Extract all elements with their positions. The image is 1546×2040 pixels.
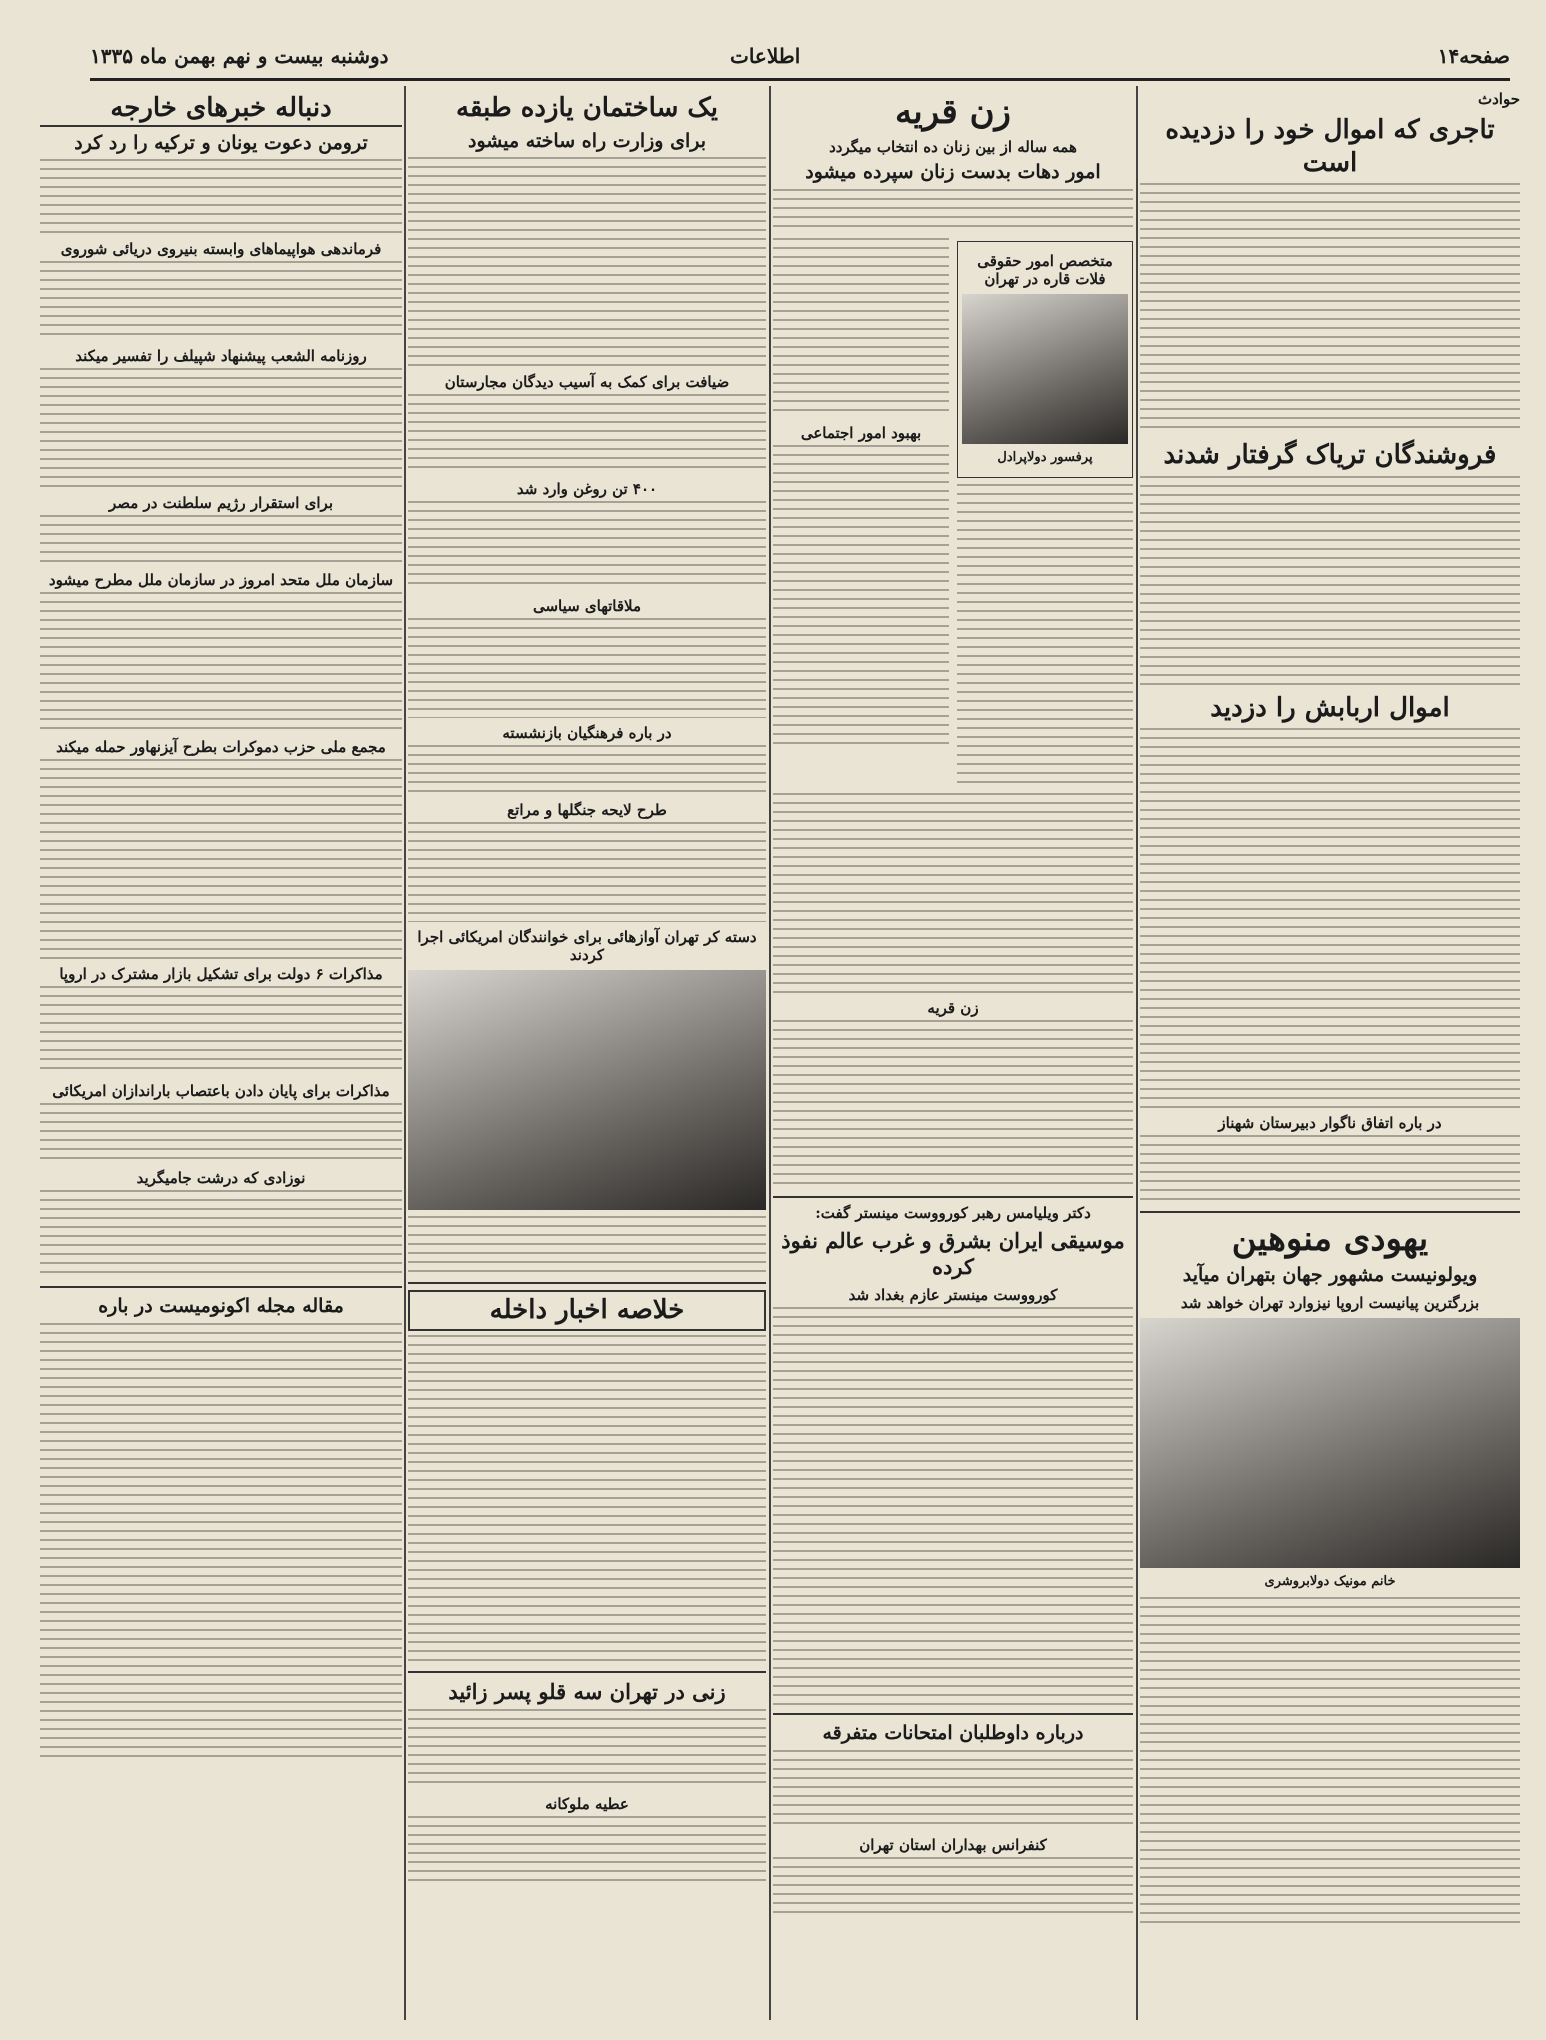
photo-caption: پرفسور دولاپرادل bbox=[997, 449, 1093, 465]
section-title: خلاصه اخبار داخله bbox=[408, 1290, 766, 1331]
paper-name: اطلاعات bbox=[730, 44, 801, 68]
kicker: دکتر ویلیامس رهبر کورووست مینستر گفت: bbox=[815, 1203, 1091, 1222]
subheadline: کورووست مینستر عازم بغداد شد bbox=[848, 1286, 1058, 1305]
article-body bbox=[957, 484, 1133, 784]
subheadline: ضیافت برای کمک به آسیب دیدگان مجارستان bbox=[444, 373, 730, 392]
subheadline: عطیه ملوکانه bbox=[545, 1794, 629, 1813]
article-body bbox=[773, 238, 949, 418]
sidebar-box bbox=[957, 235, 1133, 790]
feature-title: یهودی منوهین bbox=[1231, 1219, 1429, 1259]
article-body bbox=[773, 1750, 1133, 1830]
feature-deck: بزرگترین پیانیست اروپا نیزوارد تهران خواهد شد bbox=[1180, 1293, 1480, 1312]
article-body bbox=[773, 445, 949, 745]
pianist-photo bbox=[1140, 1318, 1520, 1568]
article-body bbox=[40, 1323, 402, 1763]
column-rule bbox=[769, 86, 771, 2020]
subheadline: سازمان ملل متحد امروز در سازمان ملل مطرح میشود bbox=[48, 571, 394, 590]
deck: برای وزارت راه ساخته میشود bbox=[468, 129, 706, 152]
subheadline: نوزادی که درشت جامیگرید bbox=[136, 1169, 306, 1188]
headline: ترومن دعوت یونان و ترکیه را رد کرد bbox=[74, 131, 368, 154]
headline: موسیقی ایران بشرق و غرب عالم نفوذ کرده bbox=[781, 1227, 1125, 1279]
main-text bbox=[773, 235, 949, 790]
article-body bbox=[40, 592, 402, 732]
subheadline: روزنامه الشعب پیشنهاد شپیلف را تفسیر میکند bbox=[75, 347, 367, 366]
article-body bbox=[40, 1103, 402, 1163]
column-village-women bbox=[773, 86, 1133, 2020]
article-body bbox=[773, 793, 1133, 993]
article-body bbox=[408, 618, 766, 718]
divider bbox=[40, 1286, 402, 1288]
article-body bbox=[40, 368, 402, 488]
article-body bbox=[408, 745, 766, 795]
article-body bbox=[40, 1190, 402, 1280]
section-title: دنباله خبرهای خارجه bbox=[40, 92, 402, 127]
photo-box bbox=[957, 241, 1133, 478]
article-body bbox=[40, 986, 402, 1076]
article-body bbox=[1140, 476, 1520, 686]
issue-date: دوشنبه بیست و نهم بهمن ماه ۱۳۳۵ bbox=[90, 44, 389, 68]
article-body bbox=[408, 822, 766, 922]
divider bbox=[773, 1196, 1133, 1198]
divider bbox=[408, 1282, 766, 1284]
subheadline: کنفرانس بهداران استان تهران bbox=[859, 1835, 1047, 1854]
article-body bbox=[1140, 728, 1520, 1108]
subheadline: طرح لایحه جنگلها و مراتع bbox=[507, 801, 667, 820]
choir-photo bbox=[408, 970, 766, 1210]
article-body bbox=[40, 759, 402, 959]
article-body bbox=[408, 501, 766, 591]
masthead bbox=[90, 38, 1510, 81]
subheadline: زن قریه bbox=[927, 998, 979, 1017]
article-body bbox=[773, 1020, 1133, 1190]
article-body bbox=[773, 1307, 1133, 1707]
professor-photo bbox=[962, 294, 1128, 444]
headline: اموال اربابش را دزدید bbox=[1210, 692, 1450, 723]
deck: همه ساله از بین زنان ده انتخاب میگردد bbox=[829, 138, 1077, 156]
column-incidents bbox=[1140, 86, 1520, 2020]
subheadline: در باره فرهنگیان بازنشسته bbox=[502, 724, 672, 743]
page-number: صفحه۱۴ bbox=[1437, 44, 1510, 68]
article-body bbox=[408, 157, 766, 367]
photo-title: متخصص امور حقوقی فلات قاره در تهران bbox=[977, 251, 1113, 288]
divider bbox=[1140, 1211, 1520, 1213]
photo-caption: خانم مونیک دولابروشری bbox=[1264, 1573, 1396, 1589]
section-kicker: حوادث bbox=[1478, 90, 1520, 108]
headline: زنی در تهران سه قلو پسر زائید bbox=[448, 1678, 726, 1704]
headline: مقاله مجله اکونومیست در باره bbox=[98, 1295, 344, 1318]
article-body bbox=[40, 515, 402, 565]
subheadline: بهبود امور اجتماعی bbox=[800, 423, 922, 442]
deck: امور دهات بدست زنان سپرده میشود bbox=[805, 161, 1101, 183]
headline: فروشندگان تریاک گرفتار شدند bbox=[1163, 440, 1497, 470]
subheadline: ۴۰۰ تن روغن وارد شد bbox=[516, 480, 658, 499]
subheadline: مذاکرات ۶ دولت برای تشکیل بازار مشترک در اروپا bbox=[59, 965, 383, 984]
subheadline: برای استقرار رژیم سلطنت در مصر bbox=[109, 494, 333, 513]
feature-subtitle: ویولونیست مشهور جهان بتهران میآید bbox=[1182, 1264, 1478, 1286]
article-row bbox=[773, 235, 1133, 790]
column-foreign-news bbox=[40, 86, 402, 2020]
article-body bbox=[1140, 1597, 1520, 1927]
column-domestic bbox=[408, 86, 766, 2020]
article-body bbox=[1140, 183, 1520, 433]
divider bbox=[408, 1671, 766, 1673]
headline: تاجری که اموال خود را دزدیده است bbox=[1165, 115, 1495, 178]
column-rule bbox=[1136, 86, 1138, 2020]
photo-caption-text bbox=[408, 1216, 766, 1276]
subheadline: فرماندهی هواپیماهای وابسته بنیروی دریائی شوروی bbox=[60, 240, 382, 259]
headline: درباره داوطلبان امتحانات متفرقه bbox=[822, 1722, 1084, 1745]
article-body bbox=[40, 261, 402, 341]
article-body bbox=[773, 189, 1133, 229]
subheadline: ملاقاتهای سیاسی bbox=[532, 597, 642, 616]
article-body bbox=[408, 1709, 766, 1789]
article-body bbox=[773, 1857, 1133, 1917]
column-rule bbox=[404, 86, 406, 2020]
article-body bbox=[408, 1816, 766, 1886]
article-body bbox=[40, 159, 402, 234]
subheadline: در باره اتفاق ناگوار دبیرستان شهناز bbox=[1218, 1114, 1442, 1132]
headline: یک ساختمان یازده طبقه bbox=[456, 93, 718, 123]
headline: زن قریه bbox=[895, 92, 1011, 132]
subheadline: مجمع ملی حزب دموکرات بطرح آیزنهاور حمله میکند bbox=[56, 738, 386, 757]
article-body bbox=[408, 1335, 766, 1665]
photo-title: دسته کر تهران آوازهائی برای خوانندگان امریکائی اجرا کردند bbox=[417, 928, 757, 965]
article-body bbox=[1140, 1135, 1520, 1205]
subheadline: مذاکرات برای پایان دادن باعتصاب باراندازان امریکائی bbox=[52, 1082, 390, 1101]
article-body bbox=[408, 394, 766, 474]
divider bbox=[773, 1713, 1133, 1715]
